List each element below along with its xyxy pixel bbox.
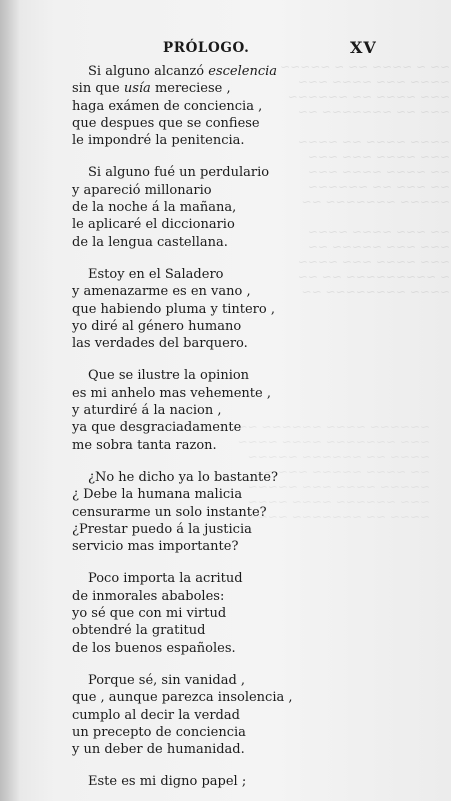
stanza xyxy=(72,164,372,250)
verse-text: que , aunque parezca insolencia , xyxy=(72,690,293,706)
italic-word: usía xyxy=(123,81,151,97)
verse-text: las verdades del barquero. xyxy=(72,336,248,352)
verse-line xyxy=(72,570,372,587)
verse-text: de la lengua castellana. xyxy=(72,234,228,250)
verse-text: Poco importa la acritud xyxy=(88,571,243,587)
verse-line xyxy=(72,419,372,436)
page-header xyxy=(0,40,451,60)
verse-line xyxy=(72,724,372,741)
verse-line xyxy=(72,335,372,352)
verse-line xyxy=(72,741,372,758)
verse-text: y amenazarme es en vano , xyxy=(72,284,251,300)
verse-text: y aturdiré á la nacion , xyxy=(72,403,222,419)
stanza xyxy=(72,570,372,656)
verse-line xyxy=(72,640,372,657)
verse-line xyxy=(72,521,372,538)
italic-word: escelencia xyxy=(208,64,278,79)
verse-line xyxy=(72,707,372,724)
verse-text: ¿ Debe la humana malicia xyxy=(72,487,243,503)
verse-text: que habiendo pluma y tintero , xyxy=(72,301,275,317)
verse-line xyxy=(72,132,372,149)
verse-line xyxy=(72,80,372,97)
running-head: PRÓLOGO. xyxy=(163,40,250,56)
verse-line xyxy=(72,318,372,335)
verse-line xyxy=(72,367,372,384)
verse-text: Este es mi digno papel ; xyxy=(88,774,247,790)
verse-text: es mi anhelo mas vehemente , xyxy=(72,385,271,401)
verse-text: Que se ilustre la opinion xyxy=(88,368,250,384)
verse-text: me sobra tanta razon. xyxy=(72,437,217,453)
stanza xyxy=(72,63,372,149)
verse-line xyxy=(72,301,372,318)
verse-line xyxy=(72,588,372,605)
verse-text: de los buenos españoles. xyxy=(72,640,236,656)
verse-line xyxy=(72,283,372,300)
verse-line xyxy=(72,199,372,216)
verse-line xyxy=(72,622,372,639)
verse-line xyxy=(72,402,372,419)
verse-text: ¿No he dicho ya lo bastante? xyxy=(88,469,278,485)
bleed-through-texture: ~~ ~ ~~~~ ~~ ~ ~~~~~ ~~~~ ~~~ ~~~~ ~~~ ~~~ ~~~~ ~~ ~~~~~~ ~~~ ~~ ~~~~~~~ ~~ ~~~~ ~~~~ ~~ ~~~~ ~~~ ~~~~ ~~~ ~~~ ~~ ~~~~ ~~~~ ~~~ ~~ ~~~ ~~ ~~~~~~ ~~~~~ ~~~~~~~ ~~ ~~ ~~~ ~~~~ ~~~~ ~~~ ~~~ ~~~~~ ~~ ~~~ ~~~~ ~~~ ~~~~ ~ ~~~~~~~~~ ~~ ~~ ~~~~ ~~~~~~~~ ~~ xyxy=(280,60,450,299)
verse-line xyxy=(72,98,372,115)
verse-line xyxy=(72,63,372,80)
verse-text: yo sé que con mi virtud xyxy=(72,606,227,622)
poem-body xyxy=(72,63,372,801)
verse-line xyxy=(72,773,372,790)
verse-text: Porque sé, sin vanidad , xyxy=(88,672,246,688)
verse-line xyxy=(72,115,372,132)
verse-line xyxy=(72,437,372,454)
verse-line xyxy=(72,605,372,622)
verse-text: y apareció millonario xyxy=(72,182,212,198)
bleed-through-texture-lower: ~~~~~~ ~~~~ ~~~~~~ ~~ ~~~ ~~~~~~~ ~~~~ ~~~~ ~~~~ ~~ ~~~~~~ ~~~~~ ~~ ~~~~ ~~~~~ ~~~ ~~ ~~~~~ ~~~~ ~~~ ~~~~~ ~~~ ~~~~~~ ~~~~ ~~~~ ~~~~ ~~ ~~~~~~~ ~~~~ xyxy=(237,420,430,524)
verse-line xyxy=(72,538,372,555)
stanza xyxy=(72,672,372,758)
page-number: XV xyxy=(350,38,377,57)
verse-text: yo diré al género humano xyxy=(72,318,242,334)
stanza xyxy=(72,469,372,555)
verse-text: y un deber de humanidad. xyxy=(72,742,245,758)
verse-text: que despues que se confiese xyxy=(72,115,260,131)
verse-text: un precepto de conciencia xyxy=(72,724,246,740)
stanza xyxy=(72,266,372,352)
verse-text: haga exámen de conciencia , xyxy=(72,98,263,114)
verse-line xyxy=(72,385,372,402)
verse-text: servicio mas importante? xyxy=(72,539,239,555)
verse-text: le impondré la penitencia. xyxy=(72,133,245,149)
verse-line xyxy=(72,216,372,233)
verse-text: sin que xyxy=(72,81,124,97)
verse-text: ¿Prestar puedo á la justicia xyxy=(72,521,252,537)
verse-line xyxy=(72,266,372,283)
verse-text: censurarme un solo instante? xyxy=(72,504,267,520)
verse-line xyxy=(72,234,372,251)
verse-text: de inmorales ababoles: xyxy=(72,588,225,604)
page-gutter-shadow xyxy=(0,0,20,801)
stanza xyxy=(72,773,372,790)
verse-line xyxy=(72,182,372,199)
verse-text: Si alguno fué un perdulario xyxy=(88,165,270,181)
stanza xyxy=(72,367,372,453)
verse-text: cumplo al decir la verdad xyxy=(72,707,240,723)
verse-line xyxy=(72,164,372,181)
verse-text: le aplicaré el diccionario xyxy=(72,217,235,233)
verse-text: mereciese , xyxy=(150,81,231,97)
verse-text: ya que desgraciadamente xyxy=(72,420,242,436)
verse-text: Si alguno alcanzó xyxy=(88,64,209,79)
verse-text: obtendré la gratitud xyxy=(72,623,206,639)
verse-line xyxy=(72,504,372,521)
verse-text: Estoy en el Saladero xyxy=(88,266,224,282)
verse-line xyxy=(72,469,372,486)
verse-line xyxy=(72,486,372,503)
verse-line xyxy=(72,689,372,706)
verse-line xyxy=(72,672,372,689)
verse-text: de la noche á la mañana, xyxy=(72,200,237,216)
